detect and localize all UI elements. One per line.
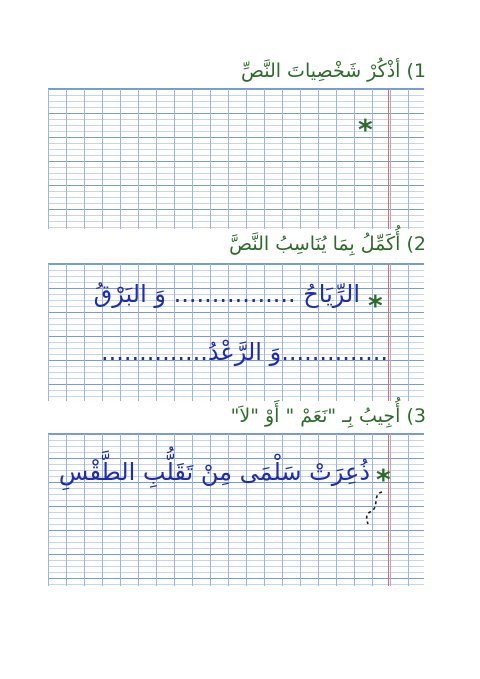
fill-blank-line-2: ..............وَ الرَّعْدُ.............. [101,338,388,366]
question-1-number: 1) [406,60,426,82]
yes-no-statement: ذُعِرَتْ سَلْمَى مِنْ تَقَلُّبِ الطَّقْسِ [58,458,370,486]
question-2-title [229,233,426,255]
question-3-number: 3) [406,405,426,427]
question-2-number: 2) [406,233,426,255]
question-2-text: أُكَمِّلُ بِمَا يُنَاسِبُ النَّصَّ [229,233,401,255]
star-marker-2: * [368,289,383,322]
star-marker-3: * [376,463,391,496]
dotted-arrow-icon [360,488,390,528]
question-1-text: أذْكُرْ شَخْصِياتَ النَّصِّ [240,60,401,82]
star-marker-1: * [358,113,373,146]
fill-blank-line-1: الرِّيَاحُ ................ وَ البَرْقُ [93,280,360,308]
answer-grid-1[interactable] [48,88,424,229]
question-3-text: أُجِيبُ بِـ "نَعَمْ " أَوْ "لاَ" [230,405,401,427]
question-1-title [241,60,426,82]
question-3-title [231,405,426,427]
